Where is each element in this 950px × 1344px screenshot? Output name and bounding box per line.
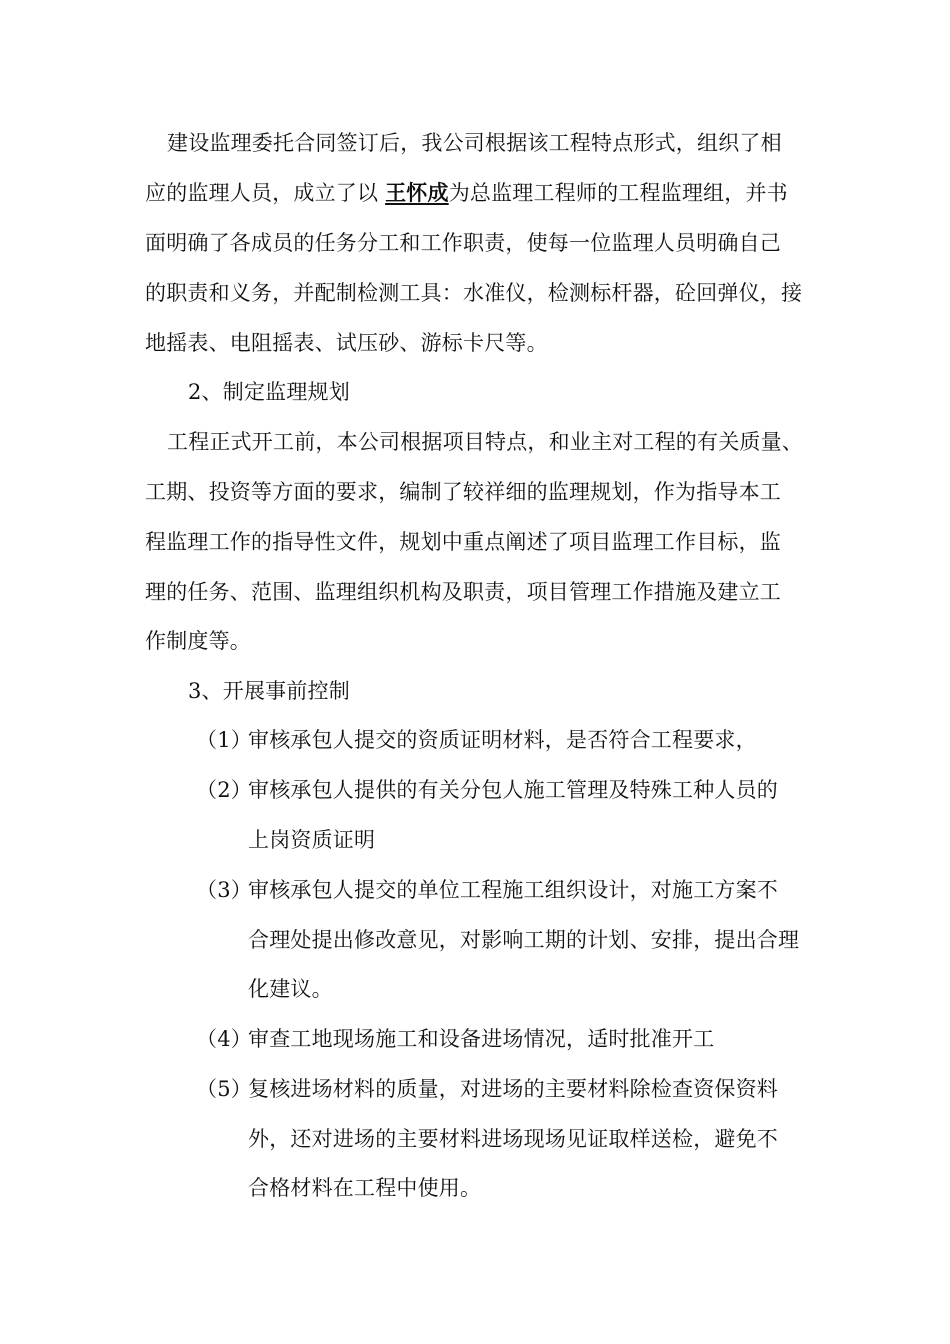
paragraph-2-line-2: 工期、投资等方面的要求，编制了较祥细的监理规划，作为指导本工 bbox=[145, 480, 781, 504]
list-item-4 bbox=[196, 1024, 714, 1054]
list-item-4-number: （4） bbox=[196, 1027, 252, 1051]
section-heading-2: 2、制定监理规划 bbox=[188, 380, 350, 404]
paragraph-1-line-2-end: 为总监理工程师的工程监理组，并书 bbox=[448, 181, 788, 205]
list-item-4-line-1: 审查工地现场施工和设备进场情况，适时批准开工 bbox=[248, 1027, 715, 1051]
list-item-3-line-2: 合理处提出修改意见，对影响工期的计划、安排，提出合理 bbox=[248, 928, 800, 952]
list-item-5-line-3: 合格材料在工程中使用。 bbox=[248, 1176, 482, 1200]
paragraph-2-line-1: 工程正式开工前，本公司根据项目特点，和业主对工程的有关质量、 bbox=[167, 430, 803, 454]
list-item-3 bbox=[196, 875, 778, 905]
paragraph-1-line-2 bbox=[145, 178, 788, 208]
paragraph-1-line-4: 的职责和义务，并配制检测工具：水准仪，检测标杆器，砼回弹仪，接 bbox=[145, 281, 803, 305]
list-item-1 bbox=[196, 725, 757, 755]
paragraph-1-line-1: 建设监理委托合同签订后，我公司根据该工程特点形式，组织了相 bbox=[167, 131, 782, 155]
paragraph-1-line-3: 面明确了各成员的任务分工和工作职责，使每一位监理人员明确自己 bbox=[145, 231, 781, 255]
list-item-3-line-1: 审核承包人提交的单位工程施工组织设计，对施工方案不 bbox=[248, 878, 778, 902]
paragraph-2-line-4: 理的任务、范围、监理组织机构及职责，项目管理工作措施及建立工 bbox=[145, 580, 781, 604]
list-item-2 bbox=[196, 775, 778, 805]
list-item-1-number: （1） bbox=[196, 728, 252, 752]
list-item-3-number: （3） bbox=[196, 878, 252, 902]
list-item-5-line-2: 外，还对进场的主要材料进场现场见证取样送检，避免不 bbox=[248, 1127, 778, 1151]
list-item-2-number: （2） bbox=[196, 778, 252, 802]
list-item-3-line-3: 化建议。 bbox=[248, 977, 333, 1001]
list-item-5 bbox=[196, 1074, 778, 1104]
list-item-1-line-1: 审核承包人提交的资质证明材料，是否符合工程要求， bbox=[248, 728, 757, 752]
paragraph-1-line-5: 地摇表、电阻摇表、试压砂、游标卡尺等。 bbox=[145, 331, 548, 355]
chief-supervisor-name: 王怀成 bbox=[385, 181, 449, 205]
list-item-2-line-1: 审核承包人提供的有关分包人施工管理及特殊工种人员的 bbox=[248, 778, 778, 802]
list-item-5-number: （5） bbox=[196, 1077, 252, 1101]
paragraph-2-line-3: 程监理工作的指导性文件，规划中重点阐述了项目监理工作目标，监 bbox=[145, 530, 781, 554]
paragraph-2-line-5: 作制度等。 bbox=[145, 629, 251, 653]
paragraph-1-line-2-start: 应的监理人员，成立了以 bbox=[145, 181, 386, 205]
list-item-2-line-2: 上岗资质证明 bbox=[248, 828, 376, 852]
list-item-5-line-1: 复核进场材料的质量，对进场的主要材料除检查资保资料 bbox=[248, 1077, 778, 1101]
section-heading-3: 3、开展事前控制 bbox=[188, 679, 350, 703]
